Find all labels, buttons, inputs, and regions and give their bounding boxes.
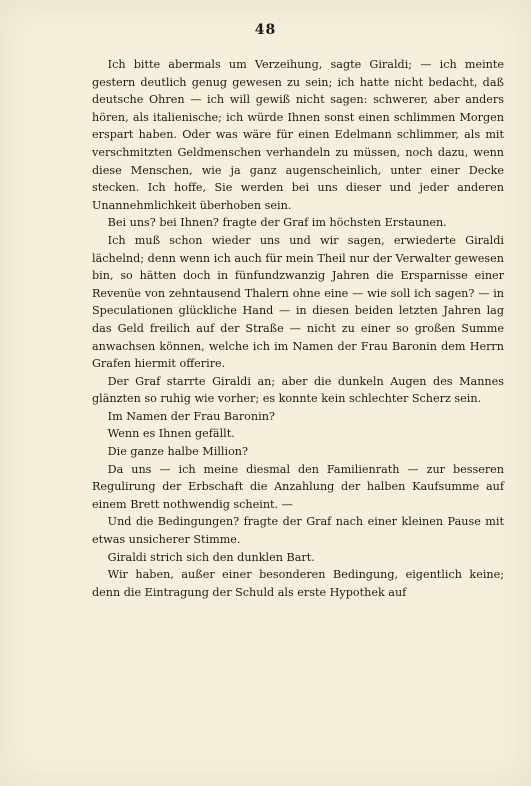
- paragraph: Ich muß schon wieder uns und wir sagen, erwiederte Giraldi lächelnd; denn wenn ich auch für mein Theil nur der Verwalter gewesen bin, so hätten doch in fünfundzwanzig Jahren die Ersparnisse einer Revenüe von zehntausend Thalern ohne eine — wie soll ich sagen? — in Speculationen glückliche Hand — in diesen beiden letzten Jahren lag das Geld freilich auf der Straße — nicht zu einer so großen Summe anwachsen können, welche ich im Namen der Frau Baronin dem Herrn Grafen hiermit offerire.: [92, 233, 504, 371]
- paragraph: Und die Bedingungen? fragte der Graf nach einer kleinen Pause mit etwas unsicherer Stimme.: [92, 515, 504, 547]
- paragraph: Die ganze halbe Million?: [107, 445, 249, 459]
- paragraph: Im Namen der Frau Baronin?: [107, 409, 275, 423]
- paragraph: Wenn es Ihnen gefällt.: [107, 427, 235, 441]
- page-number: 48: [254, 22, 277, 38]
- paragraph: Giraldi strich sich den dunklen Bart.: [107, 550, 315, 564]
- paragraph: Bei uns? bei Ihnen? fragte der Graf im höchsten Erstaunen.: [107, 216, 447, 230]
- paragraph: Wir haben, außer einer besonderen Bedingung, eigentlich keine; denn die Eintragung der Schuld als erste Hypothek auf: [92, 568, 504, 599]
- paragraph: Ich bitte abermals um Verzeihung, sagte Giraldi; — ich meinte gestern deutlich genug gewesen zu sein; ich hatte nicht bedacht, daß deutsche Ohren — ich will gewiß nicht sagen: schwerer, aber anders hören, als italienische; ich würde Ihnen sonst einen schlimmen Morgen erspart haben. Oder was wäre für einen Edelmann schlimmer, als mit verschmitzten Geldmenschen verhandeln zu müssen, noch dazu, wenn diese Menschen, wie ja ganz augenscheinlich, unter einer Decke stecken. Ich hoffe, Sie werden bei uns dieser und jeder anderen Unannehmlichkeit überhoben sein.: [92, 58, 504, 212]
- paragraph: Der Graf starrte Giraldi an; aber die dunkeln Augen des Mannes glänzten so ruhig wie vorher; es konnte kein schlechter Scherz sein.: [92, 374, 504, 406]
- paragraph: Da uns — ich meine diesmal den Familienrath — zur besseren Regulirung der Erbschaft die Anzahlung der halben Kaufsumme auf einem Brett nothwendig scheint. —: [92, 462, 504, 511]
- body-text: [92, 56, 504, 601]
